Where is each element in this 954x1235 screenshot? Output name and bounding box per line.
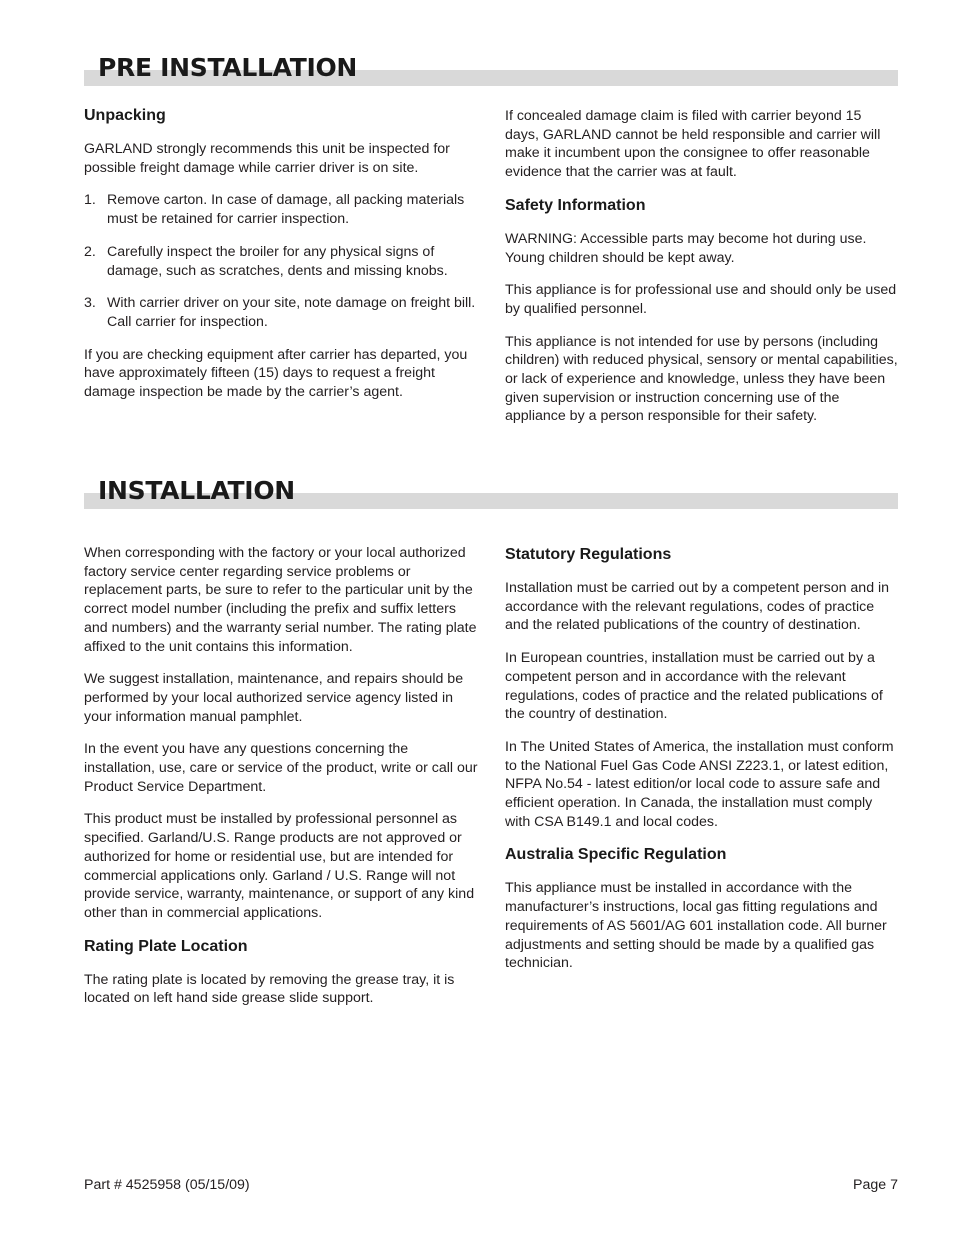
paragraph: If concealed damage claim is filed with carrier beyond 15 days, GARLAND cannot be held responsible and carrier will make it incumbent upon the consignee to offer reasonable evidence that the carrier was at fault. [505,108,881,181]
paragraph: In European countries, installation must be carried out by a competent person and in accordance with the relevant regulations, codes of practice and the related publications of the country of destination. [505,650,883,723]
list-item [84,191,476,228]
paragraph: Installation must be carried out by a competent person and in accordance with the relevant regulations, codes of practice and the related publications of the country of destination. [505,580,890,634]
list-item [84,243,476,280]
paragraph: In The United States of America, the installation must conform to the National Fuel Gas Code ANSI Z223.1, or latest edition, NFPA No.54 - latest edition/or local code to assure safe and efficient operation. In Canada, the installation must comply with CSA B149.1 and local codes. [505,738,894,830]
list-number: 2. [84,243,96,260]
paragraph: GARLAND strongly recommends this unit be inspected for possible freight damage while carrier driver is on site. [84,141,450,176]
paragraph: This appliance is for professional use and should only be used by qualified personnel. [505,282,897,317]
unpacking-steps [84,191,476,331]
paragraph: When corresponding with the factory or your local authorized factory service center regarding service problems or replacement parts, be sure to refer to the particular unit by the correct model number (including the prefix and suffix letters and numbers) and the warranty serial number. The rating plate affixed to the unit contains this information. [84,545,477,655]
paragraph: If you are checking equipment after carrier has departed, you have approximately fifteen (15) days to request a freight damage inspection be made by the carrier’s agent. [84,346,468,401]
installation-left-column [84,544,479,1022]
heading-safety-information: Safety Information [505,196,646,214]
heading-australia-specific-regulation: Australia Specific Regulation [505,846,727,864]
heading-rating-plate-location: Rating Plate Location [84,937,248,955]
list-item [84,294,476,331]
heading-unpacking: Unpacking [84,107,166,124]
paragraph: WARNING: Accessible parts may become hot during use. Young children should be kept away. [505,230,867,266]
pre-installation-right-column [505,107,898,440]
footer-page-number: Page 7 [853,1177,898,1193]
heading-statutory-regulations: Statutory Regulations [505,546,672,563]
installation-right-column [505,545,900,987]
list-number: 1. [84,192,96,209]
footer-part-number: Part # 4525958 (05/15/09) [84,1177,250,1193]
paragraph: We suggest installation, maintenance, and repairs should be performed by your local authorized service agency listed in your information manual pamphlet. [84,671,464,725]
list-number: 3. [84,295,96,312]
list-text: With carrier driver on your site, note damage on freight bill. Call carrier for inspection. [107,295,476,330]
paragraph: This appliance is not intended for use by persons (including children) with reduced physical, sensory or mental capabilities, or lack of experience and knowledge, unless they have been given supervision or instruction concerning use of the appliance by a person responsible for their safety. [505,333,898,425]
list-text: Remove carton. In case of damage, all packing materials must be retained for carrier inspection. [107,192,465,228]
paragraph: This appliance must be installed in accordance with the manufacturer’s instructions, local gas fitting regulations and requirements of AS 5601/AG 601 installation code. All burner adjustments and setting should be made by a qualified gas technician. [505,880,887,972]
list-text: Carefully inspect the broiler for any physical signs of damage, such as scratches, dents and missing knobs. [107,243,448,279]
paragraph: This product must be installed by professional personnel as specified. Garland/U.S. Range products are not approved or authorized for home or residential use, but are intended for commercial applications only. Garland / U.S. Range will not provide service, warranty, maintenance, or support of any kind other than in commercial applications. [84,811,475,921]
pre-installation-left-column [84,106,476,416]
paragraph: In the event you have any questions concerning the installation, use, care or service of the product, write or call our Product Service Department. [84,741,478,795]
section-title-installation: INSTALLATION [98,476,295,505]
section-title-pre-installation: PRE INSTALLATION [98,53,358,82]
paragraph: The rating plate is located by removing the grease tray, it is located on left hand side grease slide support. [84,971,455,1007]
